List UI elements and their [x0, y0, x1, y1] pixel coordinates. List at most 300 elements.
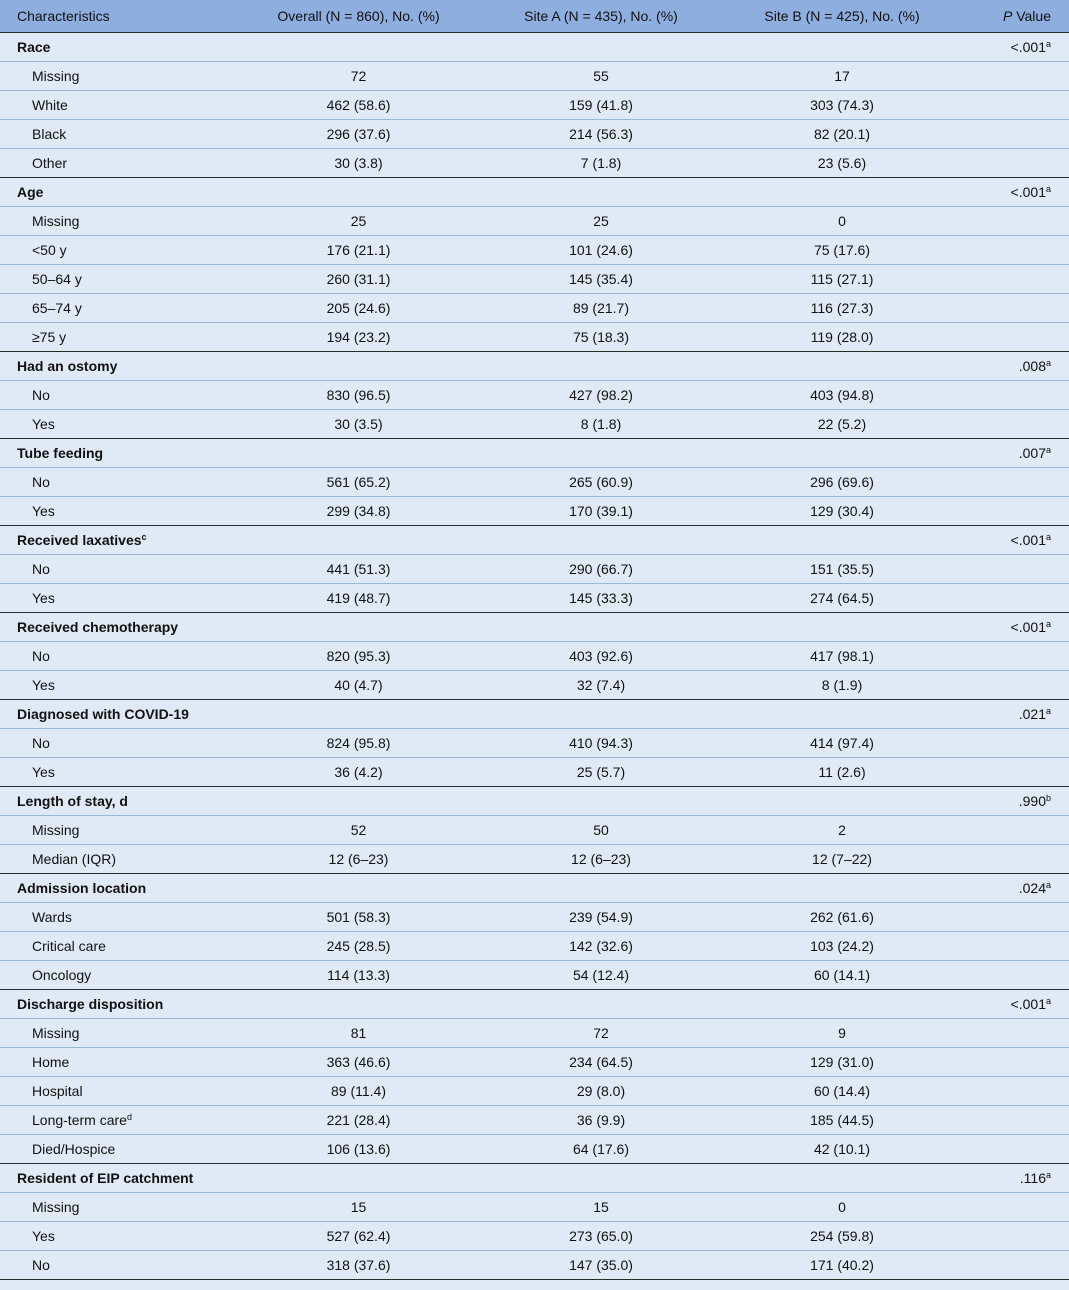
- row-label-text: Hospital: [32, 1083, 83, 1099]
- section-row: [0, 874, 1069, 903]
- empty-cell: [973, 294, 1069, 323]
- row-label: [0, 468, 226, 497]
- table-row: [0, 497, 1069, 526]
- p-value-footnote-mark: a: [1045, 996, 1051, 1006]
- empty-cell: [973, 323, 1069, 352]
- row-label: [0, 671, 226, 700]
- empty-cell: [491, 178, 711, 207]
- overall-value: 89 (11.4): [331, 1083, 386, 1099]
- row-label-text: No: [32, 735, 50, 751]
- row-label: [0, 845, 226, 874]
- p-value-footnote-mark: a: [1045, 619, 1051, 629]
- row-label-text: Missing: [32, 213, 80, 229]
- row-label-text: <50 y: [32, 242, 67, 258]
- site-b-value: 75 (17.6): [813, 242, 871, 258]
- p-value: .001: [1018, 532, 1046, 548]
- empty-cell: [973, 1019, 1069, 1048]
- p-value-cell: [973, 1164, 1069, 1193]
- table-row: [0, 91, 1069, 120]
- row-label-text: Median (IQR): [32, 851, 117, 867]
- row-label-text: Missing: [32, 68, 80, 84]
- row-label-text: No: [32, 1257, 50, 1273]
- row-label: [0, 1193, 226, 1222]
- empty-cell: [711, 352, 973, 381]
- empty-cell: [973, 265, 1069, 294]
- site-b-value: 60 (14.1): [813, 967, 871, 983]
- overall-value: 419 (48.7): [326, 590, 391, 606]
- site-b-value: 274 (64.5): [810, 590, 874, 606]
- site-b-value: 0: [838, 213, 846, 229]
- p-value-cell: [973, 439, 1069, 468]
- row-label-text: 50–64 y: [32, 271, 82, 287]
- overall-value: 561 (65.2): [326, 474, 391, 490]
- p-value-cell: [973, 33, 1069, 62]
- section-label: [0, 700, 226, 729]
- site-a-value: 142 (32.6): [569, 938, 633, 954]
- empty-cell: [491, 787, 711, 816]
- empty-cell: [711, 874, 973, 903]
- table-row: [0, 1135, 1069, 1164]
- site-a-value: 234 (64.5): [569, 1054, 633, 1070]
- site-b-value: 60 (14.4): [813, 1083, 871, 1099]
- section-label: [0, 178, 226, 207]
- site-b-value: 414 (97.4): [810, 735, 874, 751]
- empty-cell: [973, 207, 1069, 236]
- row-label-text: Critical care: [32, 938, 106, 954]
- site-a-value: 147 (35.0): [569, 1257, 633, 1273]
- table-row: [0, 642, 1069, 671]
- site-a-value: 75 (18.3): [572, 329, 630, 345]
- table-row: [0, 149, 1069, 178]
- empty-cell: [973, 1251, 1069, 1280]
- overall-value: 820 (95.3): [326, 648, 391, 664]
- p-value: .116: [1019, 1170, 1046, 1186]
- overall-value: 106 (13.6): [326, 1141, 391, 1157]
- site-a-value: 15: [593, 1199, 609, 1215]
- row-label-text: Yes: [32, 1228, 55, 1244]
- empty-cell: [973, 1048, 1069, 1077]
- row-label: [0, 1135, 226, 1164]
- header-p-rest: Value: [1012, 8, 1051, 24]
- row-label: [0, 497, 226, 526]
- empty-cell: [973, 555, 1069, 584]
- row-label: [0, 149, 226, 178]
- p-value: .024: [1018, 880, 1046, 896]
- table-row: [0, 323, 1069, 352]
- section-row: [0, 787, 1069, 816]
- p-value: .001: [1018, 619, 1046, 635]
- p-value-footnote-mark: a: [1045, 1170, 1051, 1180]
- table-row: [0, 932, 1069, 961]
- p-value-prefix: <: [1010, 619, 1019, 635]
- empty-cell: [491, 33, 711, 62]
- site-a-value: 290 (66.7): [569, 561, 633, 577]
- table-row: [0, 468, 1069, 497]
- section-label-text: Received laxatives: [17, 532, 142, 548]
- p-value-prefix: <: [1010, 532, 1019, 548]
- row-label: [0, 120, 226, 149]
- row-label: [0, 555, 226, 584]
- table-row: [0, 903, 1069, 932]
- empty-cell: [973, 1077, 1069, 1106]
- empty-cell: [226, 990, 491, 1019]
- p-value: .001: [1018, 39, 1046, 55]
- row-label: [0, 91, 226, 120]
- empty-cell: [491, 1164, 711, 1193]
- empty-cell: [973, 845, 1069, 874]
- section-label: [0, 990, 226, 1019]
- row-label: [0, 1019, 226, 1048]
- p-value: .001: [1018, 996, 1046, 1012]
- site-b-value: 171 (40.2): [810, 1257, 874, 1273]
- table-row: [0, 758, 1069, 787]
- empty-cell: [226, 1164, 491, 1193]
- p-value-footnote-mark: a: [1045, 532, 1051, 542]
- row-label-text: Yes: [32, 764, 55, 780]
- site-b-value: 11 (2.6): [818, 764, 866, 780]
- p-value: .990: [1018, 793, 1046, 809]
- row-label: [0, 265, 226, 294]
- overall-value: 527 (62.4): [326, 1228, 391, 1244]
- section-label: [0, 33, 226, 62]
- empty-cell: [973, 410, 1069, 439]
- empty-cell: [711, 178, 973, 207]
- p-value-cell: [973, 178, 1069, 207]
- overall-value: 245 (28.5): [326, 938, 391, 954]
- empty-cell: [973, 1106, 1069, 1135]
- empty-cell: [491, 874, 711, 903]
- site-a-value: 170 (39.1): [569, 503, 633, 519]
- overall-value: 72: [350, 68, 367, 84]
- empty-cell: [711, 990, 973, 1019]
- site-a-value: 25 (5.7): [576, 764, 626, 780]
- row-label-text: Missing: [32, 1025, 80, 1041]
- row-label-text: Missing: [32, 1199, 80, 1215]
- section-row: [0, 526, 1069, 555]
- section-label: [0, 874, 226, 903]
- row-label: [0, 1048, 226, 1077]
- empty-cell: [973, 932, 1069, 961]
- site-b-value: 119 (28.0): [810, 329, 874, 345]
- header-overall: Overall (N = 860), No. (%): [277, 8, 440, 24]
- site-a-value: 32 (7.4): [576, 677, 626, 693]
- site-b-value: 115 (27.1): [810, 271, 874, 287]
- table-body: [0, 33, 1069, 1280]
- p-value-footnote-mark: a: [1045, 706, 1051, 716]
- section-row: [0, 178, 1069, 207]
- overall-value: 221 (28.4): [326, 1112, 391, 1128]
- p-value-cell: [973, 526, 1069, 555]
- p-value-cell: [973, 787, 1069, 816]
- site-a-value: 214 (56.3): [569, 126, 633, 142]
- site-b-value: 403 (94.8): [810, 387, 874, 403]
- table-row: [0, 845, 1069, 874]
- section-row: [0, 990, 1069, 1019]
- row-label-text: Wards: [32, 909, 72, 925]
- row-footnote-mark: d: [126, 1112, 132, 1122]
- overall-value: 30 (3.8): [334, 155, 383, 171]
- row-label: [0, 961, 226, 990]
- site-b-value: 185 (44.5): [810, 1112, 874, 1128]
- site-a-value: 8 (1.8): [580, 416, 622, 432]
- row-label-text: Home: [32, 1054, 70, 1070]
- site-a-value: 145 (33.3): [569, 590, 633, 606]
- section-label: [0, 352, 226, 381]
- row-label: [0, 381, 226, 410]
- overall-value: 194 (23.2): [326, 329, 391, 345]
- site-a-value: 145 (35.4): [569, 271, 633, 287]
- empty-cell: [491, 439, 711, 468]
- site-a-value: 89 (21.7): [572, 300, 630, 316]
- table-row: [0, 294, 1069, 323]
- site-b-value: 116 (27.3): [810, 300, 874, 316]
- section-label-text: Race: [17, 39, 51, 55]
- empty-cell: [711, 439, 973, 468]
- site-a-value: 265 (60.9): [569, 474, 633, 490]
- header-characteristics: Characteristics: [17, 8, 110, 24]
- empty-cell: [973, 961, 1069, 990]
- table-row: [0, 381, 1069, 410]
- row-label-text: 65–74 y: [32, 300, 82, 316]
- table-row: [0, 1222, 1069, 1251]
- empty-cell: [973, 468, 1069, 497]
- empty-cell: [973, 497, 1069, 526]
- row-label: [0, 62, 226, 91]
- row-label: [0, 729, 226, 758]
- p-value-cell: [973, 352, 1069, 381]
- empty-cell: [973, 671, 1069, 700]
- row-label-text: Yes: [32, 416, 55, 432]
- overall-value: 830 (96.5): [326, 387, 391, 403]
- table-row: [0, 120, 1069, 149]
- empty-cell: [973, 236, 1069, 265]
- site-a-value: 55: [593, 68, 609, 84]
- empty-cell: [711, 700, 973, 729]
- table-row: [0, 1019, 1069, 1048]
- site-a-value: 410 (94.3): [569, 735, 633, 751]
- section-label-text: Length of stay, d: [17, 793, 128, 809]
- p-value-footnote-mark: a: [1045, 445, 1051, 455]
- empty-cell: [226, 526, 491, 555]
- overall-value: 824 (95.8): [326, 735, 391, 751]
- row-label-text: No: [32, 474, 50, 490]
- table-row: [0, 961, 1069, 990]
- empty-cell: [973, 1222, 1069, 1251]
- row-label: [0, 1077, 226, 1106]
- site-a-value: 36 (9.9): [576, 1112, 626, 1128]
- site-b-value: 12 (7–22): [812, 851, 872, 867]
- table-row: [0, 1106, 1069, 1135]
- header-p-value: [973, 0, 1069, 33]
- site-b-value: 303 (74.3): [810, 97, 874, 113]
- section-label-text: Tube feeding: [17, 445, 104, 461]
- section-label: [0, 526, 226, 555]
- row-label-text: Missing: [32, 822, 80, 838]
- table-row: [0, 410, 1069, 439]
- overall-value: 296 (37.6): [326, 126, 391, 142]
- empty-cell: [226, 787, 491, 816]
- row-label: [0, 1251, 226, 1280]
- empty-cell: [973, 149, 1069, 178]
- section-row: [0, 352, 1069, 381]
- empty-cell: [973, 758, 1069, 787]
- site-b-value: 417 (98.1): [810, 648, 874, 664]
- overall-value: 114 (13.3): [327, 967, 390, 983]
- section-label: [0, 613, 226, 642]
- overall-value: 260 (31.1): [326, 271, 391, 287]
- section-label-text: Diagnosed with COVID-19: [17, 706, 189, 722]
- row-label: [0, 294, 226, 323]
- table-row: [0, 671, 1069, 700]
- header-site-b: Site B (N = 425), No. (%): [764, 8, 920, 24]
- section-row: [0, 439, 1069, 468]
- row-label-text: White: [32, 97, 68, 113]
- site-b-value: 103 (24.2): [810, 938, 874, 954]
- site-a-value: 7 (1.8): [580, 155, 622, 171]
- site-b-value: 9: [838, 1025, 846, 1041]
- section-label-text: Age: [17, 184, 44, 200]
- row-label: [0, 207, 226, 236]
- overall-value: 176 (21.1): [326, 242, 391, 258]
- empty-cell: [226, 700, 491, 729]
- empty-cell: [491, 990, 711, 1019]
- row-label: [0, 642, 226, 671]
- section-label: [0, 1164, 226, 1193]
- site-a-value: 239 (54.9): [569, 909, 633, 925]
- empty-cell: [711, 33, 973, 62]
- empty-cell: [973, 1135, 1069, 1164]
- p-value-footnote-mark: a: [1045, 39, 1051, 49]
- row-label-text: No: [32, 561, 50, 577]
- empty-cell: [973, 642, 1069, 671]
- p-value-footnote-mark: a: [1045, 358, 1051, 368]
- empty-cell: [711, 613, 973, 642]
- label-footnote-mark: c: [141, 532, 147, 542]
- p-value-prefix: <: [1010, 39, 1019, 55]
- p-value-cell: [973, 700, 1069, 729]
- row-label-text: Other: [32, 155, 68, 171]
- row-label-text: Long-term care: [32, 1112, 127, 1128]
- table-row: [0, 729, 1069, 758]
- overall-value: 36 (4.2): [334, 764, 383, 780]
- table-row: [0, 584, 1069, 613]
- site-a-value: 427 (98.2): [569, 387, 633, 403]
- site-a-value: 25: [593, 213, 609, 229]
- table-row: [0, 1077, 1069, 1106]
- site-a-value: 273 (65.0): [569, 1228, 633, 1244]
- overall-value: 363 (46.6): [326, 1054, 391, 1070]
- table-row: [0, 1048, 1069, 1077]
- p-value: .007: [1018, 445, 1046, 461]
- row-label-text: No: [32, 648, 50, 664]
- row-label-text: No: [32, 387, 50, 403]
- overall-value: 12 (6–23): [328, 851, 389, 867]
- section-label: [0, 439, 226, 468]
- empty-cell: [226, 352, 491, 381]
- table-row: [0, 265, 1069, 294]
- p-value-footnote-mark: b: [1045, 793, 1051, 803]
- p-value-footnote-mark: a: [1045, 184, 1051, 194]
- empty-cell: [711, 787, 973, 816]
- overall-value: 52: [350, 822, 367, 838]
- p-value: .008: [1018, 358, 1046, 374]
- section-label-text: Received chemotherapy: [17, 619, 179, 635]
- row-label-text: Black: [32, 126, 67, 142]
- overall-value: 318 (37.6): [326, 1257, 391, 1273]
- row-label-text: Died/Hospice: [32, 1141, 116, 1157]
- section-label-text: Resident of EIP catchment: [17, 1170, 194, 1186]
- overall-value: 299 (34.8): [326, 503, 391, 519]
- p-value-prefix: <: [1010, 996, 1019, 1012]
- site-b-value: 0: [838, 1199, 846, 1215]
- site-b-value: 8 (1.9): [821, 677, 863, 693]
- row-label-text: Yes: [32, 677, 55, 693]
- empty-cell: [711, 1164, 973, 1193]
- empty-cell: [226, 613, 491, 642]
- site-b-value: 17: [834, 68, 850, 84]
- empty-cell: [226, 33, 491, 62]
- overall-value: 501 (58.3): [326, 909, 391, 925]
- row-label-text: Oncology: [32, 967, 92, 983]
- empty-cell: [973, 584, 1069, 613]
- p-value-cell: [973, 874, 1069, 903]
- empty-cell: [491, 526, 711, 555]
- overall-value: 25: [350, 213, 367, 229]
- site-b-value: 262 (61.6): [810, 909, 874, 925]
- table-row: [0, 1251, 1069, 1280]
- empty-cell: [973, 381, 1069, 410]
- site-a-value: 12 (6–23): [571, 851, 631, 867]
- empty-cell: [973, 1193, 1069, 1222]
- empty-cell: [973, 816, 1069, 845]
- p-value-cell: [973, 990, 1069, 1019]
- site-a-value: 29 (8.0): [576, 1083, 626, 1099]
- empty-cell: [973, 903, 1069, 932]
- table-row: [0, 555, 1069, 584]
- empty-cell: [973, 62, 1069, 91]
- p-value-prefix: <: [1010, 184, 1019, 200]
- overall-value: 205 (24.6): [326, 300, 391, 316]
- row-label: [0, 816, 226, 845]
- overall-value: 81: [350, 1025, 367, 1041]
- overall-value: 40 (4.7): [334, 677, 383, 693]
- overall-value: 30 (3.5): [334, 416, 383, 432]
- header-p-italic: P: [1002, 8, 1013, 24]
- table-row: [0, 236, 1069, 265]
- row-label: [0, 236, 226, 265]
- table-header-row: [0, 0, 1069, 33]
- site-a-value: 64 (17.6): [572, 1141, 630, 1157]
- site-b-value: 23 (5.6): [817, 155, 867, 171]
- overall-value: 15: [350, 1199, 367, 1215]
- empty-cell: [491, 613, 711, 642]
- p-value-footnote-mark: a: [1045, 880, 1051, 890]
- overall-value: 462 (58.6): [326, 97, 391, 113]
- site-a-value: 101 (24.6): [569, 242, 633, 258]
- row-label-text: ≥75 y: [32, 329, 67, 345]
- row-label: [0, 758, 226, 787]
- p-value: .021: [1018, 706, 1046, 722]
- row-label: [0, 932, 226, 961]
- row-label: [0, 1106, 226, 1135]
- table-row: [0, 62, 1069, 91]
- site-b-value: 22 (5.2): [817, 416, 867, 432]
- empty-cell: [973, 91, 1069, 120]
- row-label-text: Yes: [32, 503, 55, 519]
- empty-cell: [491, 352, 711, 381]
- p-value-cell: [973, 613, 1069, 642]
- site-b-value: 296 (69.6): [810, 474, 874, 490]
